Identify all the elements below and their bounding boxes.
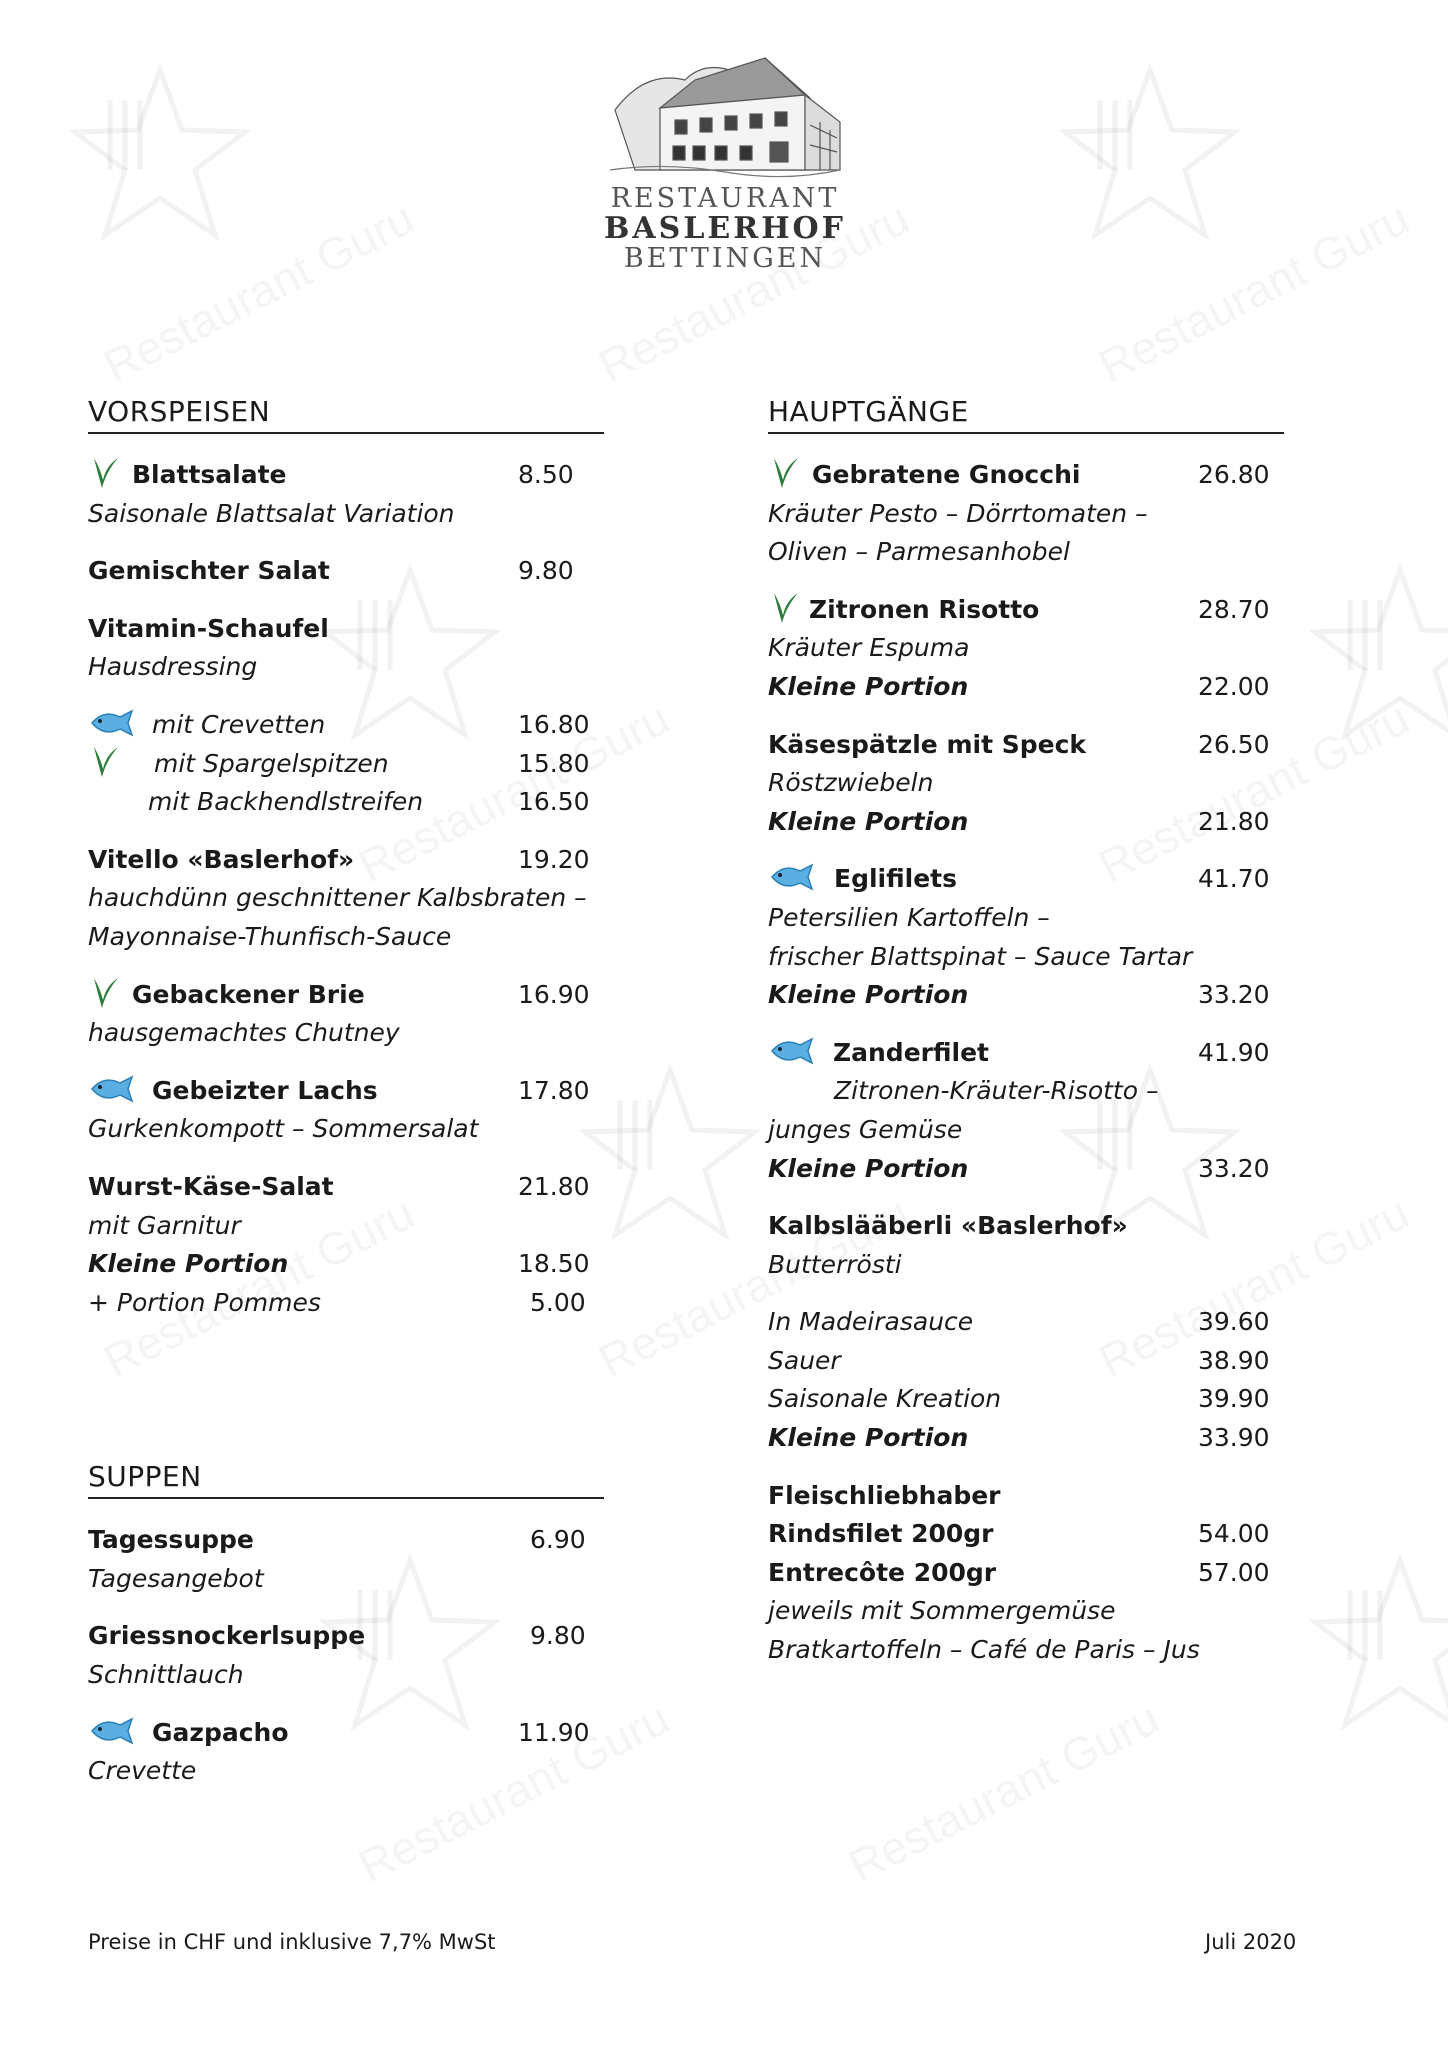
item-description: Petersilien Kartoffeln – (768, 902, 1050, 932)
item-description: Schnittlauch (88, 1660, 244, 1690)
small-portion-price: 33.20 (1198, 980, 1270, 1010)
section-title-vorspeisen: VORSPEISEN (88, 394, 604, 434)
item-description: Saisonale Blattsalat Variation (88, 498, 455, 528)
item-name: Vitamin-Schaufel (88, 613, 329, 643)
leaf-icon (88, 974, 120, 1012)
item-description: Butterrösti (768, 1249, 902, 1279)
item-description: Kräuter Pesto – Dörrtomaten – (768, 498, 1148, 528)
footer-date: Juli 2020 (1205, 1930, 1297, 1954)
fish-icon (88, 1073, 136, 1105)
item-name: Tagessuppe (88, 1525, 254, 1555)
variant-price: 39.60 (1198, 1307, 1270, 1337)
item-description: Gurkenkompott – Sommersalat (88, 1114, 479, 1144)
item-price: 41.90 (1198, 1037, 1270, 1067)
item-description: Röstzwiebeln (768, 768, 934, 798)
item-description: mit Garnitur (88, 1210, 241, 1240)
small-portion-label: Kleine Portion (768, 806, 969, 836)
menu-item (88, 1617, 608, 1694)
menu-item (768, 860, 1288, 1014)
variant-label: In Madeirasauce (768, 1307, 974, 1337)
item-price: 16.90 (518, 979, 590, 1009)
leaf-icon (768, 589, 800, 627)
item-price: 26.50 (1198, 729, 1270, 759)
logo-line-restaurant: RESTAURANT (610, 183, 840, 214)
item-option-label: mit Spargelspitzen (154, 748, 389, 778)
menu-item-variants (768, 1303, 1288, 1457)
item-name: Gebratene Gnocchi (812, 460, 1081, 489)
item-description: frischer Blattspinat – Sauce Tartar (768, 941, 1193, 971)
item-option-price: 15.80 (518, 748, 590, 778)
watermark-text (840, 1691, 1168, 1893)
item-description: jeweils mit Sommergemüse (768, 1596, 1116, 1626)
menu-item (88, 1072, 608, 1149)
variant-price: 38.90 (1198, 1345, 1270, 1375)
item-description: Hausdressing (88, 652, 258, 682)
item-name: Zitronen Risotto (809, 594, 1040, 624)
item-name: Gazpacho (152, 1717, 289, 1747)
menu-item (768, 1477, 1288, 1670)
item-price: 19.20 (518, 844, 590, 874)
item-option-label: mit Backhendlstreifen (148, 787, 424, 817)
item-name: Eglifilets (834, 864, 957, 894)
item-name: Vitello «Baslerhof» (88, 844, 355, 874)
watermark-star-icon (1310, 560, 1448, 760)
item-description: hausgemachtes Chutney (88, 1018, 400, 1048)
item-name: Gemischter Salat (88, 556, 330, 586)
small-portion-label: Kleine Portion (768, 980, 969, 1010)
item-price: 6.90 (530, 1525, 586, 1555)
menu-item (768, 726, 1288, 842)
footer-price-note: Preise in CHF und inklusive 7,7% MwSt (88, 1930, 496, 1954)
item-price: 8.50 (518, 460, 574, 489)
item-name: Käsespätzle mit Speck (768, 729, 1087, 759)
menu-item (88, 1168, 608, 1322)
item-price: 9.80 (518, 556, 574, 586)
small-portion-price: 33.90 (1198, 1423, 1270, 1453)
item-price: 41.70 (1198, 864, 1270, 894)
item-option-price: 16.50 (518, 787, 590, 817)
building-illustration-icon (605, 50, 845, 180)
logo-line-baslerhof: BASLERHOF (604, 211, 846, 246)
item-description: Oliven – Parmesanhobel (768, 537, 1070, 567)
item-option-price: 16.80 (518, 709, 590, 739)
section-title-suppen: SUPPEN (88, 1459, 604, 1499)
item-price: 57.00 (1198, 1557, 1270, 1587)
menu-item (768, 1034, 1288, 1188)
menu-item (88, 552, 608, 591)
item-description: hauchdünn geschnittener Kalbsbraten – (88, 883, 587, 913)
item-option-label: mit Crevetten (152, 709, 326, 739)
logo-line-bettingen: BETTINGEN (623, 243, 827, 274)
item-price: 9.80 (530, 1621, 586, 1651)
leaf-icon (88, 454, 120, 492)
fish-icon (768, 1035, 816, 1067)
section-title-hauptgaenge: HAUPTGÄNGE (768, 394, 1284, 434)
small-portion-label: Kleine Portion (768, 671, 969, 701)
leaf-icon (768, 454, 800, 492)
watermark-text (1090, 191, 1418, 393)
watermark-star-icon (70, 60, 250, 260)
small-portion-price: 21.80 (1198, 806, 1270, 836)
item-description: Mayonnaise-Thunfisch-Sauce (88, 921, 452, 951)
item-name: Gebeizter Lachs (152, 1075, 378, 1105)
menu-item (88, 976, 608, 1053)
variant-price: 39.90 (1198, 1384, 1270, 1414)
watermark-star-icon (1310, 1550, 1448, 1750)
item-name: Griessnockerlsuppe (88, 1621, 366, 1651)
menu-item (88, 610, 608, 822)
item-description: junges Gemüse (768, 1114, 963, 1144)
item-description: Kräuter Espuma (768, 633, 970, 663)
item-description: Zitronen-Kräuter-Risotto – (834, 1076, 1159, 1106)
item-heading: Fleischliebhaber (768, 1480, 1001, 1510)
menu-item (88, 841, 608, 957)
item-price: 26.80 (1198, 460, 1270, 489)
item-name: Rindsfilet 200gr (768, 1519, 994, 1549)
item-name: Wurst-Käse-Salat (88, 1171, 334, 1201)
item-price: 17.80 (518, 1075, 590, 1105)
restaurant-logo (590, 50, 860, 280)
menu-item (88, 1521, 608, 1598)
menu-item (88, 1714, 608, 1791)
item-price: 21.80 (518, 1171, 590, 1201)
item-name: Zanderfilet (833, 1037, 989, 1067)
variant-label: Sauer (768, 1345, 841, 1375)
item-name: Kalbslääberli «Baslerhof» (768, 1211, 1128, 1241)
left-column (88, 394, 608, 1810)
small-portion-price: 33.20 (1198, 1153, 1270, 1183)
watermark-text (95, 191, 423, 393)
small-portion-price: 22.00 (1198, 671, 1270, 701)
small-portion-label: Kleine Portion (768, 1423, 969, 1453)
right-column (768, 394, 1288, 1689)
item-price: 11.90 (518, 1717, 590, 1747)
variant-label: Saisonale Kreation (768, 1384, 1002, 1414)
fish-icon (88, 1715, 136, 1747)
leaf-icon (88, 743, 120, 781)
extra-price: 5.00 (530, 1287, 586, 1317)
menu-item (768, 456, 1288, 572)
item-name: Entrecôte 200gr (768, 1557, 997, 1587)
extra-label: + Portion Pommes (88, 1287, 321, 1317)
item-name: Blattsalate (132, 460, 287, 489)
watermark-star-icon (1060, 60, 1240, 260)
fish-icon (88, 707, 136, 739)
small-portion-label: Kleine Portion (768, 1153, 969, 1183)
item-description: Crevette (88, 1756, 197, 1786)
small-portion-price: 18.50 (518, 1249, 590, 1279)
fish-icon (768, 861, 816, 893)
menu-item (88, 456, 608, 533)
item-price: 54.00 (1198, 1519, 1270, 1549)
menu-item (768, 591, 1288, 707)
menu-item (768, 1207, 1288, 1284)
item-description: Bratkartoffeln – Café de Paris – Jus (768, 1635, 1200, 1665)
item-name: Gebackener Brie (132, 979, 365, 1009)
small-portion-label: Kleine Portion (88, 1249, 289, 1279)
item-description: Tagesangebot (88, 1563, 264, 1593)
item-price: 28.70 (1198, 594, 1270, 624)
